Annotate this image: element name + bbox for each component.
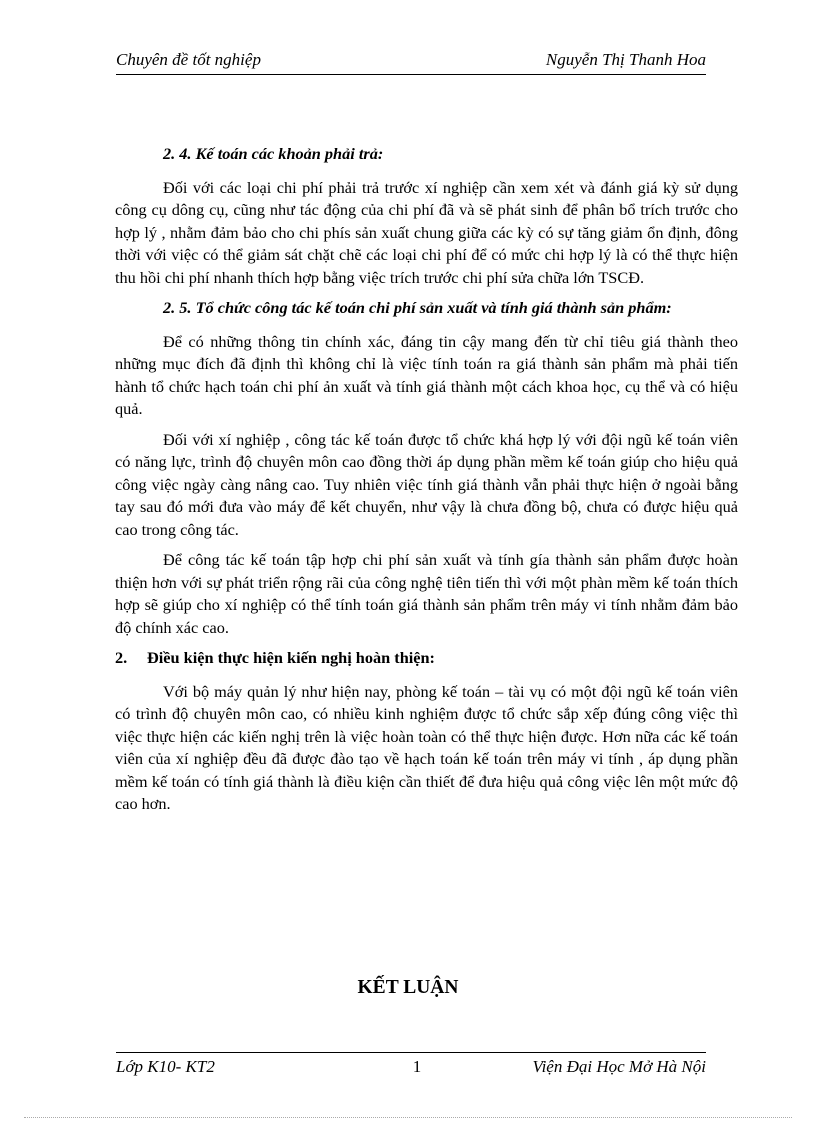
section-2-4-heading: 2. 4. Kế toán các khoản phải trả:: [163, 144, 384, 163]
section-2-paragraph: Với bộ máy quản lý như hiện nay, phòng kế toán – tài vụ có một đội ngũ kế toán viên có trình độ chuyên môn cao, có nhiều kinh nghiệm được tổ chức sắp xếp đúng công việc thì việc thực hiện các kiến nghị trên là việc hoàn toàn có thể thực hiện được. Hơn nữa các kế toán viên của xí nghiệp đều đã được đào tạo về hạch toán kế toán trên máy vi tính , áp dụng phần mềm kế toán có tính giá thành là điều kiện cần thiết để đưa hiệu quả công việc lên một mức độ cao hơn.: [115, 681, 738, 813]
section-2-title: Điều kiện thực hiện kiến nghị hoàn thiện:: [147, 648, 435, 667]
footer-class: Lớp K10- KT2: [116, 1057, 215, 1076]
document-body: [115, 143, 738, 816]
section-2-5-heading: 2. 5. Tổ chức công tác kế toán chi phí sản xuất và tính giá thành sản phẩm:: [163, 298, 672, 317]
conclusion-heading: KẾT LUẬN: [357, 977, 459, 998]
page-header: [116, 48, 706, 75]
page-bottom-divider: [24, 1117, 792, 1118]
header-author: Nguyễn Thị Thanh Hoa: [545, 50, 706, 69]
section-2-5-paragraph-2: Đối với xí nghiệp , công tác kế toán được tổ chức khá hợp lý với đội ngũ kế toán viên có năng lực, trình độ chuyên môn cao đồng thời áp dụng phần mềm kế toán giúp cho hiệu quả công việc ngày càng nâng cao. Tuy nhiên việc tính giá thành vẫn phải thực hiện ở ngoài bằng tay sau đó mới đưa vào máy để kết chuyển, như vậy là chưa đồng bộ, chưa có được hiệu quả cao trong công tác.: [115, 429, 738, 539]
page-footer: [116, 1052, 706, 1083]
footer-institution: Viện Đại Học Mở Hà Nội: [532, 1057, 706, 1076]
section-2-5-paragraph-1: Để có những thông tin chính xác, đáng tin cậy mang đến từ chỉ tiêu giá thành theo những mục đích đã định thì không chỉ là việc tính toán ra giá thành sản phẩm mà phải tiến hành tổ chức hạch toán chi phí ản xuất và tính giá thành một cách khoa học, cụ thể và có hiệu quả.: [115, 331, 738, 418]
section-2-heading: [115, 647, 738, 670]
header-document-type: Chuyên đề tốt nghiệp: [116, 50, 261, 69]
section-2-5-paragraph-3: Để công tác kế toán tập hợp chi phí sản xuất và tính gía thành sản phẩm được hoàn thiện hơn với sự phát triển rộng rãi của công nghệ tiên tiến thì với một phàn mềm kế toán thích hợp sẽ giúp cho xí nghiệp có thể tính toán giá thành sản phẩm trên máy vi tính nhằm đảm bảo độ chính xác cao.: [115, 550, 738, 637]
section-2-4-paragraph: Đối với các loại chi phí phải trả trước xí nghiệp cần xem xét và đánh giá kỳ sử dụng công cụ dông cụ, cũng như tác động của chi phí đã và sẽ phát sinh để phân bổ trích trước cho hợp lý , nhằm đảm bảo cho chi phís sản xuất chung giữa các kỳ có sự tăng giảm ổn định, đông thời với việc có thể giảm sát chặt chẽ các loại chi phí để có mức chi hợp lý là có thể thực hiện thu hồi chi phí nhanh thích hợp bằng việc trích trước chi phí sửa chữa lớn TSCĐ.: [115, 177, 738, 287]
section-2-number: 2.: [115, 648, 128, 667]
footer-page-number: 1: [412, 1057, 422, 1076]
